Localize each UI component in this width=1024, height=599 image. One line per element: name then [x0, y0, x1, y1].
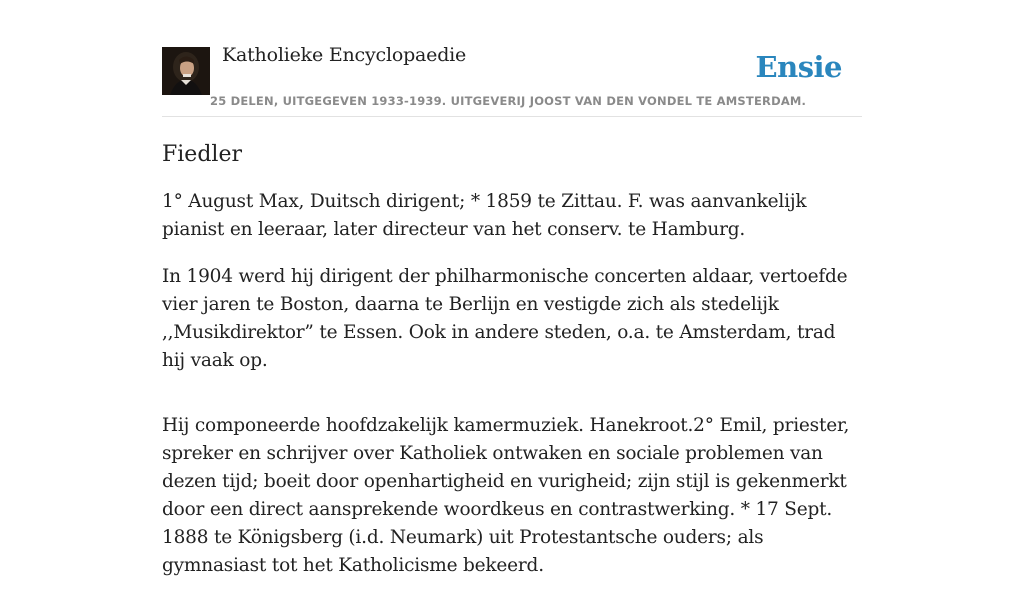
source-title[interactable]: Katholieke Encyclopaedie — [222, 44, 467, 66]
portrait-icon — [162, 47, 210, 95]
source-subtitle: 25 DELEN, UITGEGEVEN 1933-1939. UITGEVERIJ JOOST VAN DEN VONDEL TE AMSTERDAM. — [210, 94, 807, 108]
entry-paragraph: Hij componeerde hoofdzakelijk kamermuziek. Hanekroot.2° Emil, priester, spreker en schrijver over Katholiek ontwaken en sociale problemen van dezen tijd; boeit door openhartigheid en vurigheid; zijn stijl is gekenmerkt door een direct aansprekende woordkeus en contrastwerking. * 17 Sept. 1888 te Königsberg (i.d. Neumark) uit Protestantsche ouders; als gymnasiast tot het Katholicisme bekeerd. — [162, 415, 850, 576]
portrait-avatar[interactable] — [162, 47, 210, 95]
source-header — [162, 0, 862, 117]
entry-content — [162, 140, 862, 599]
entry-title: Fiedler — [162, 142, 242, 167]
ensie-logo-link[interactable]: Ensie — [755, 50, 842, 84]
entry-paragraph: In 1904 werd hij dirigent der philharmonische concerten aldaar, vertoefde vier jaren te Boston, daarna te Berlijn en vestigde zich als stedelijk ,,Musikdirektor” te Essen. Ook in andere steden, o.a. te Amsterdam, trad hij vaak op. — [162, 266, 848, 371]
entry-paragraph: 1° August Max, Duitsch dirigent; * 1859 te Zittau. F. was aanvankelijk pianist en leeraar, later directeur van het conserv. te Hamburg. — [162, 191, 807, 240]
